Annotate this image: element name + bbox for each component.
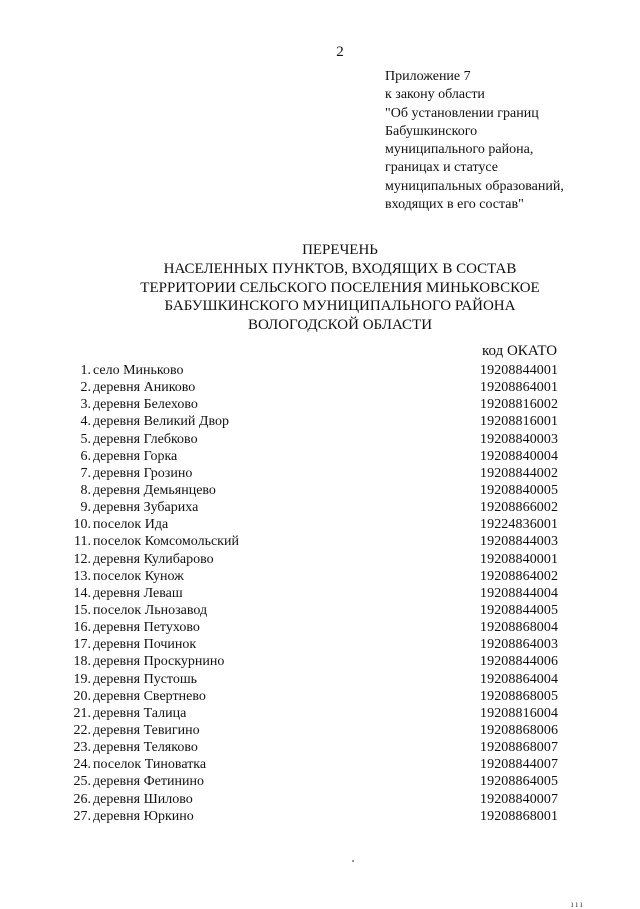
- appendix-line: к закону области: [385, 87, 485, 103]
- settlement-name: поселок Комсомольский: [93, 534, 239, 550]
- item-number: 22.: [73, 722, 91, 738]
- document-title: [0, 241, 640, 335]
- list-item: [0, 482, 640, 499]
- settlement-name: деревня Великий Двор: [93, 414, 229, 430]
- item-number: 5.: [80, 431, 91, 447]
- list-item: [0, 722, 640, 739]
- okato-code: 19208868007: [480, 740, 559, 756]
- item-number: 4.: [80, 414, 91, 430]
- scan-speck: [352, 860, 354, 862]
- item-number: 1.: [80, 363, 91, 378]
- okato-code: 19208816002: [480, 397, 559, 413]
- settlement-name: деревня Зубариха: [93, 500, 199, 516]
- settlement-name: деревня Петухово: [93, 620, 200, 636]
- settlement-list: [0, 362, 640, 825]
- settlement-name: деревня Глебково: [93, 431, 198, 447]
- item-number: 13.: [73, 568, 91, 584]
- settlement-name: деревня Пустошь: [93, 671, 198, 687]
- settlement-name: село Миньково: [93, 363, 184, 378]
- settlement-name: деревня Починок: [93, 637, 197, 653]
- settlement-name: деревня Фетинино: [93, 774, 204, 790]
- list-item: [0, 551, 640, 568]
- settlement-name: деревня Белехово: [93, 397, 198, 413]
- list-item: [0, 533, 640, 550]
- title-line: БАБУШКИНСКОГО МУНИЦИПАЛЬНОГО РАЙОНА: [164, 298, 516, 315]
- settlement-name: деревня Горка: [93, 448, 178, 464]
- okato-code: 19208844007: [480, 757, 559, 773]
- item-number: 6.: [80, 448, 91, 464]
- list-item: [0, 499, 640, 516]
- okato-code: 19208864004: [480, 671, 559, 687]
- okato-code: 19208816004: [480, 705, 559, 721]
- settlement-name: деревня Демьянцево: [93, 482, 216, 498]
- okato-code: 19208868001: [480, 808, 559, 824]
- list-item: [0, 739, 640, 756]
- settlement-name: поселок Тиноватка: [93, 757, 207, 773]
- okato-code: 19208868004: [480, 620, 559, 636]
- list-item: [0, 362, 640, 379]
- okato-column-header: код ОКАТО: [482, 343, 558, 359]
- list-item: [0, 396, 640, 413]
- item-number: 15.: [73, 602, 91, 618]
- list-item: [0, 448, 640, 465]
- okato-code: 19208840005: [480, 482, 559, 498]
- list-item: [0, 756, 640, 773]
- item-number: 26.: [73, 791, 91, 807]
- list-item: [0, 773, 640, 790]
- okato-code: 19208864002: [480, 568, 559, 584]
- okato-code: 19208864001: [480, 380, 559, 396]
- okato-code: 19208840004: [480, 448, 559, 464]
- okato-code: 19208864003: [480, 637, 559, 653]
- settlement-name: деревня Тевигино: [93, 722, 200, 738]
- corner-mark: ııı: [571, 899, 585, 909]
- settlement-name: поселок Ида: [93, 517, 169, 533]
- okato-code: 19208840001: [480, 551, 559, 567]
- item-number: 9.: [80, 500, 91, 516]
- list-item: [0, 602, 640, 619]
- list-item: [0, 671, 640, 688]
- settlement-name: деревня Кулибарово: [93, 551, 214, 567]
- okato-code: 19208844006: [480, 654, 559, 670]
- list-item: [0, 808, 640, 825]
- okato-code: 19208840003: [480, 431, 559, 447]
- okato-code: 19208844003: [480, 534, 559, 550]
- settlement-name: деревня Аниково: [93, 380, 196, 396]
- item-number: 24.: [73, 757, 91, 773]
- settlement-name: деревня Свертнево: [93, 688, 206, 704]
- settlement-name: деревня Леваш: [93, 585, 183, 601]
- appendix-line: Бабушкинского: [385, 123, 478, 139]
- okato-code: 19208844001: [480, 363, 559, 378]
- appendix-line: "Об установлении границ: [385, 105, 539, 121]
- list-item: [0, 619, 640, 636]
- okato-code: 19208868006: [480, 722, 559, 738]
- title-line: ВОЛОГОДСКОЙ ОБЛАСТИ: [247, 317, 433, 334]
- list-item: [0, 516, 640, 533]
- appendix-line: входящих в его состав": [385, 197, 524, 213]
- item-number: 16.: [73, 620, 91, 636]
- appendix-line: Приложение 7: [385, 69, 471, 84]
- okato-code: 19208816001: [480, 414, 559, 430]
- item-number: 14.: [73, 585, 91, 601]
- title-line: ТЕРРИТОРИИ СЕЛЬСКОГО ПОСЕЛЕНИЯ МИНЬКОВСКОЕ: [140, 279, 540, 296]
- page-number: 2: [336, 44, 344, 60]
- item-number: 10.: [73, 517, 91, 533]
- item-number: 7.: [80, 465, 91, 481]
- item-number: 3.: [80, 397, 91, 413]
- appendix-line: муниципального района,: [385, 142, 534, 158]
- settlement-name: поселок Кунож: [93, 568, 184, 584]
- okato-code: 19208844004: [480, 585, 559, 601]
- item-number: 23.: [73, 740, 91, 756]
- list-item: [0, 688, 640, 705]
- list-item: [0, 568, 640, 585]
- title-line: ПЕРЕЧЕНЬ: [302, 242, 378, 258]
- settlement-name: деревня Талица: [93, 705, 187, 721]
- item-number: 17.: [73, 637, 91, 653]
- list-item: [0, 705, 640, 722]
- item-number: 11.: [74, 534, 91, 550]
- list-item: [0, 636, 640, 653]
- list-item: [0, 431, 640, 448]
- item-number: 2.: [80, 380, 91, 396]
- okato-code: 19208840007: [480, 791, 559, 807]
- settlement-name: поселок Льнозавод: [93, 602, 208, 618]
- item-number: 18.: [73, 654, 91, 670]
- title-line: НАСЕЛЕННЫХ ПУНКТОВ, ВХОДЯЩИХ В СОСТАВ: [163, 260, 517, 277]
- settlement-name: деревня Теляково: [93, 740, 198, 756]
- okato-code: 19208844002: [480, 465, 559, 481]
- okato-code: 19208864005: [480, 774, 559, 790]
- item-number: 12.: [73, 551, 91, 567]
- item-number: 8.: [80, 482, 91, 498]
- item-number: 21.: [73, 705, 91, 721]
- list-item: [0, 413, 640, 430]
- okato-code: 19208866002: [480, 500, 559, 516]
- item-number: 19.: [73, 671, 91, 687]
- appendix-block: [385, 68, 564, 214]
- list-item: [0, 379, 640, 396]
- settlement-name: деревня Грозино: [93, 465, 193, 481]
- settlement-name: деревня Юркино: [93, 808, 194, 824]
- okato-code: 19208844005: [480, 602, 559, 618]
- okato-code: 19208868005: [480, 688, 559, 704]
- list-item: [0, 585, 640, 602]
- settlement-name: деревня Проскурнино: [93, 654, 225, 670]
- list-item: [0, 653, 640, 670]
- appendix-line: границах и статусе: [385, 160, 499, 176]
- list-item: [0, 791, 640, 808]
- settlement-name: деревня Шилово: [93, 791, 193, 807]
- list-item: [0, 465, 640, 482]
- item-number: 20.: [73, 688, 91, 704]
- item-number: 25.: [73, 774, 91, 790]
- appendix-line: муниципальных образований,: [385, 178, 564, 194]
- item-number: 27.: [73, 808, 91, 824]
- okato-code: 19224836001: [480, 517, 559, 533]
